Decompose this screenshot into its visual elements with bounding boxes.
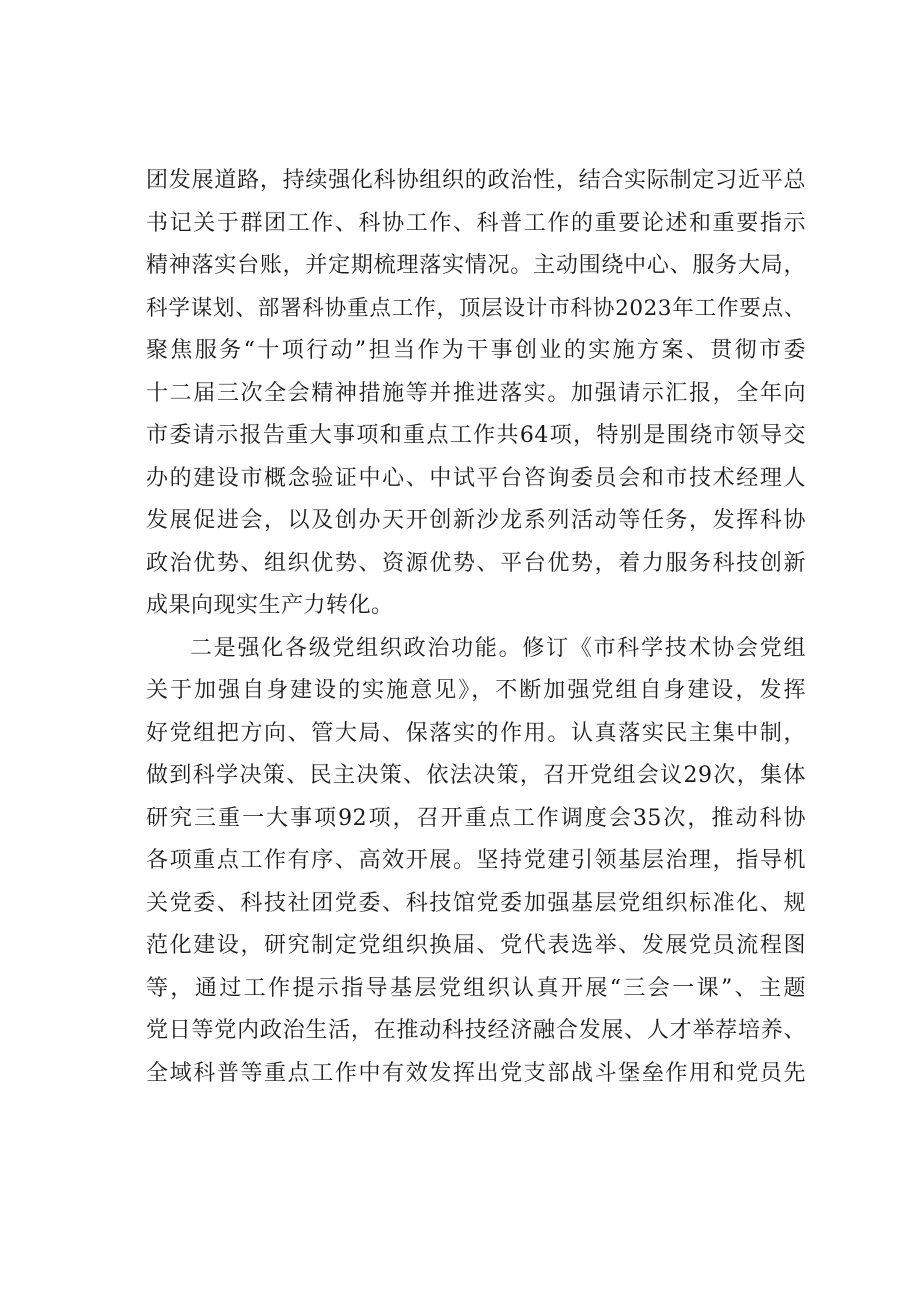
text-line: 聚焦服务“十项行动”担当作为干事创业的实施方案、贯彻市委 bbox=[146, 338, 806, 363]
text-line: 全域科普等重点工作中有效发挥出党支部战斗堡垒作用和党员先 bbox=[146, 1060, 806, 1086]
text-line: 精神落实台账，并定期梳理落实情况。主动围绕中心、服务大局， bbox=[146, 253, 806, 278]
text-line: 等，通过工作提示指导基层党组织认真开展“三会一课”、主题 bbox=[146, 975, 806, 1001]
text-line: 科学谋划、部署科协重点工作，顶层设计市科协2023年工作要点、 bbox=[146, 295, 806, 321]
text-line: 研究三重一大事项92项，召开重点工作调度会35次，推动科协 bbox=[146, 805, 806, 831]
text-line: 市委请示报告重大事项和重点工作共64项，特别是围绕市领导交 bbox=[146, 423, 806, 448]
text-line: 关党委、科技社团党委、科技馆党委加强基层党组织标准化、规 bbox=[146, 890, 806, 916]
text-line: 书记关于群团工作、科协工作、科普工作的重要论述和重要指示 bbox=[146, 210, 806, 236]
text-line: 团发展道路，持续强化科协组织的政治性，结合实际制定习近平总 bbox=[146, 168, 806, 193]
text-line: 做到科学决策、民主决策、依法决策，召开党组会议29次，集体 bbox=[146, 763, 806, 788]
text-line: 各项重点工作有序、高效开展。坚持党建引领基层治理，指导机 bbox=[146, 848, 806, 873]
paragraph-end-line: 成果向现实生产力转化。 bbox=[146, 593, 394, 618]
document-body bbox=[146, 160, 806, 1095]
text-line: 发展促进会，以及创办天开创新沙龙系列活动等任务，发挥科协 bbox=[146, 508, 806, 533]
paragraph-heading-line: 二是强化各级党组织政治功能。修订《市科学技术协会党组 bbox=[190, 635, 806, 661]
text-line: 十二届三次全会精神措施等并推进落实。加强请示汇报，全年向 bbox=[146, 380, 806, 406]
text-line: 好党组把方向、管大局、保落实的作用。认真落实民主集中制， bbox=[146, 720, 806, 746]
text-line: 政治优势、组织优势、资源优势、平台优势，着力服务科技创新 bbox=[146, 550, 806, 576]
text-line: 范化建设，研究制定党组织换届、党代表选举、发展党员流程图 bbox=[146, 933, 806, 958]
text-line: 关于加强自身建设的实施意见》，不断加强党组自身建设，发挥 bbox=[146, 678, 806, 703]
text-line: 办的建设市概念验证中心、中试平台咨询委员会和市技术经理人 bbox=[146, 465, 806, 491]
text-line: 党日等党内政治生活，在推动科技经济融合发展、人才举荐培养、 bbox=[146, 1018, 806, 1043]
